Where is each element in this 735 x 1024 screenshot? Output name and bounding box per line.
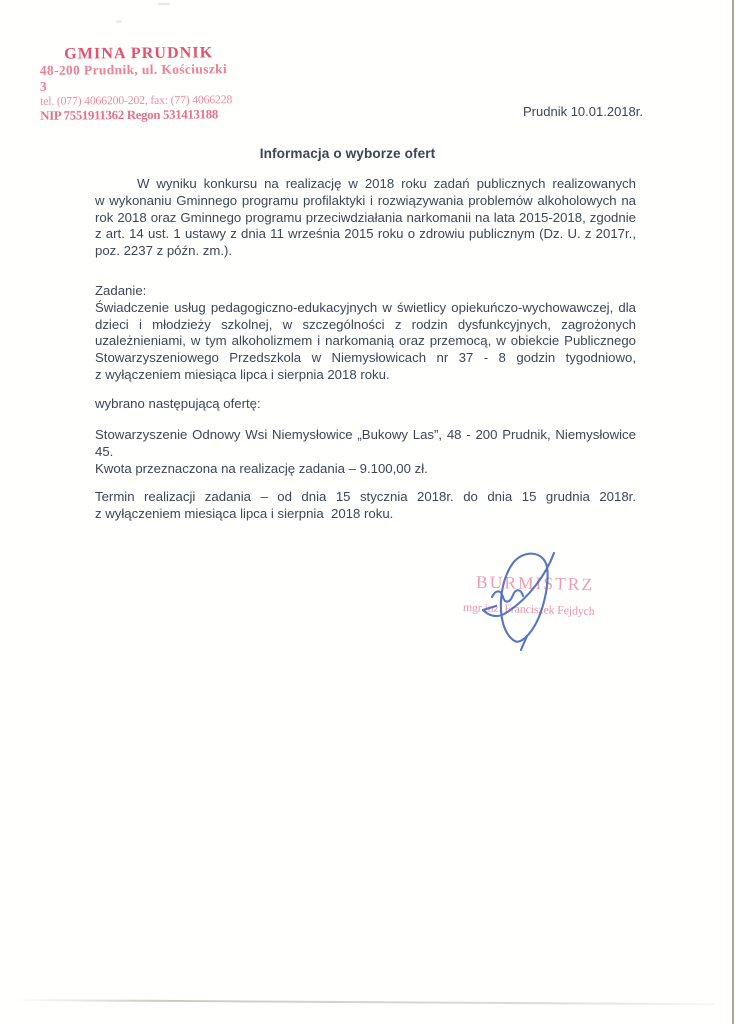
task-label: Zadanie: bbox=[95, 283, 147, 298]
text-line: z wyłączeniem miesiąca lipca i sierpnia 2018 roku. bbox=[95, 366, 390, 382]
text-line: poz. 2237 z późn. zm.). bbox=[95, 243, 233, 259]
text-line: Termin realizacji zadania – od dnia 15 stycznia 2018r. do dnia 15 grudnia 2018r. bbox=[95, 489, 636, 504]
stamp-phone-line: tel. (077) 4066200-202, fax: (77) 4066228 bbox=[40, 92, 233, 108]
mayor-title-stamp: BURMISTRZ bbox=[475, 571, 595, 595]
stamp-municipality-name: GMINA PRUDNIK bbox=[64, 44, 214, 63]
scan-speck bbox=[116, 20, 122, 23]
text-line: uzależnieniami, w tym alkoholizmem i narkomanią oraz przemocą, w obiekcie Publicznego bbox=[95, 333, 636, 349]
text-line: z art. 14 ust. 1 ustawy z dnia 11 września 2015 roku o zdrowiu publicznym (Dz. U. z 2017r., bbox=[95, 226, 636, 242]
place-and-date: Prudnik 10.01.2018r. bbox=[523, 104, 643, 119]
text-line: Świadczenie usług pedagogiczno-edukacyjnych w świetlicy opiekuńczo-wychowawczej, dla bbox=[95, 299, 636, 315]
scan-edge-artifact bbox=[732, 0, 734, 1024]
text-line: Stowarzyszenie Odnowy Wsi Niemysłowice „Bukowy Las”, 48 - 200 Prudnik, Niemysłowice bbox=[95, 427, 636, 442]
text-line: 45. bbox=[95, 443, 114, 459]
document-title: Informacja o wyborze ofert bbox=[259, 146, 436, 161]
amount-line: Kwota przeznaczona na realizację zadania – 9.100,00 zł. bbox=[95, 460, 428, 476]
stamp-address-line: 48-200 Prudnik, ul. Kościuszki 3 bbox=[39, 61, 228, 94]
text-line: dzieci i młodzieży szkolnej, w szczególności z rodzin dysfunkcyjnych, zagrożonych bbox=[95, 316, 636, 332]
text-line: W wyniku konkursu na realizację w 2018 roku zadań publicznych realizowanych bbox=[137, 176, 636, 191]
scan-fold-line bbox=[15, 999, 715, 1005]
text-line: rok 2018 oraz Gminnego programu przeciwdziałania narkomanii na lata 2015-2018, zgodnie bbox=[95, 209, 636, 225]
sender-address-stamp bbox=[40, 44, 239, 124]
text-line: z wyłączeniem miesiąca lipca i sierpnia 2018 roku. bbox=[95, 505, 394, 521]
mayor-name-stamp: mgr inż. Franciszek Fejdych bbox=[462, 599, 595, 619]
text-line: Stowarzyszeniowego Przedszkola w Niemysłowicach nr 37 - 8 godzin tygodniowo, bbox=[95, 350, 636, 366]
handwritten-signature bbox=[450, 543, 630, 653]
text-line: wybrano następującą ofertę: bbox=[95, 396, 261, 411]
deadline-paragraph bbox=[95, 489, 636, 523]
intro-paragraph bbox=[95, 176, 636, 260]
text-line: w wykonaniu Gminnego programu profilaktyki i rozwiązywania problemów alkoholowych na bbox=[95, 192, 636, 208]
selection-intro-line bbox=[95, 396, 636, 413]
stamp-nip-regon-line: NIP 7551911362 Regon 531413188 bbox=[40, 107, 218, 123]
scan-speck bbox=[158, 3, 170, 5]
task-paragraph bbox=[95, 283, 636, 384]
selected-offer-paragraph bbox=[95, 427, 636, 477]
